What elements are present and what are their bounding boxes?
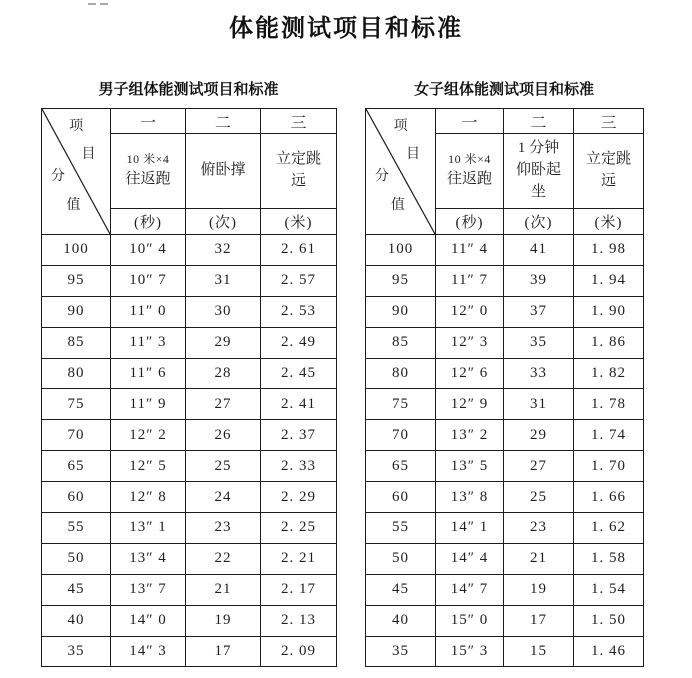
cell-score: 50 — [42, 543, 111, 574]
cell-jump: 1. 98 — [574, 235, 644, 266]
cell-score: 55 — [42, 513, 111, 544]
cell-count: 28 — [186, 358, 261, 389]
cell-jump: 1. 50 — [574, 605, 644, 636]
cell-count: 19 — [504, 574, 574, 605]
cell-count: 23 — [186, 513, 261, 544]
cell-jump: 2. 41 — [261, 389, 337, 420]
corner-header-cell — [42, 109, 111, 235]
cell-count: 31 — [504, 389, 574, 420]
corner-label-items: 目 — [406, 146, 421, 162]
cell-run: 11″ 0 — [111, 296, 186, 327]
score-row — [366, 358, 644, 389]
cell-jump: 2. 49 — [261, 327, 337, 358]
cell-score: 90 — [366, 296, 436, 327]
test-name-cell — [111, 134, 186, 209]
score-row — [366, 265, 644, 296]
men-table-title: 男子组体能测试项目和标准 — [98, 81, 279, 98]
cell-jump: 2. 37 — [261, 420, 337, 451]
cell-score: 95 — [366, 265, 436, 296]
score-row — [42, 389, 337, 420]
unit-cell: (米) — [574, 209, 644, 235]
cell-count: 21 — [504, 543, 574, 574]
cell-score: 60 — [366, 482, 436, 513]
cell-count: 22 — [186, 543, 261, 574]
corner-label-items: 项 — [393, 119, 408, 135]
cell-count: 25 — [186, 451, 261, 482]
cell-count: 29 — [186, 327, 261, 358]
cell-run: 13″ 1 — [111, 513, 186, 544]
cell-jump: 2. 17 — [261, 574, 337, 605]
cell-score: 35 — [42, 636, 111, 667]
score-row — [42, 235, 337, 266]
cell-score: 95 — [42, 265, 111, 296]
cell-run: 12″ 5 — [111, 451, 186, 482]
cell-jump: 2. 53 — [261, 296, 337, 327]
cell-count: 23 — [504, 513, 574, 544]
cell-score: 90 — [42, 296, 111, 327]
score-row — [42, 358, 337, 389]
corner-label-score: 值 — [390, 198, 405, 213]
cell-run: 14″ 7 — [436, 574, 504, 605]
cell-jump: 1. 90 — [574, 296, 644, 327]
women-table-title: 女子组体能测试项目和标准 — [413, 81, 594, 98]
column-number: 二 — [186, 109, 261, 134]
women-table-section — [365, 78, 643, 667]
score-row — [42, 482, 337, 513]
test-name-line: 10 米×4 — [448, 152, 491, 167]
unit-cell: (次) — [186, 209, 261, 235]
unit-cell: (秒) — [436, 209, 504, 235]
score-row — [42, 265, 337, 296]
cell-jump: 2. 61 — [261, 235, 337, 266]
unit-cell: (次) — [504, 209, 574, 235]
cell-count: 17 — [186, 636, 261, 667]
score-row — [42, 451, 337, 482]
corner-label-score: 分 — [374, 169, 389, 185]
cell-run: 11″ 3 — [111, 327, 186, 358]
column-number: 一 — [111, 109, 186, 134]
unit-cell: (米) — [261, 209, 337, 235]
test-name-line: 立定跳 — [275, 151, 321, 168]
cell-run: 14″ 3 — [111, 636, 186, 667]
column-number: 三 — [261, 109, 337, 134]
cell-count: 17 — [504, 605, 574, 636]
cell-run: 15″ 3 — [436, 636, 504, 667]
cell-run: 13″ 4 — [111, 543, 186, 574]
cell-score: 65 — [366, 451, 436, 482]
score-row — [42, 543, 337, 574]
cell-run: 12″ 6 — [436, 358, 504, 389]
test-name-cell — [186, 134, 261, 209]
test-name-line: 10 米×4 — [126, 152, 170, 167]
cell-run: 11″ 9 — [111, 389, 186, 420]
test-name-line: 1 分钟 — [517, 140, 560, 157]
score-row — [366, 605, 644, 636]
men-table-section — [41, 78, 336, 667]
cell-jump: 2. 21 — [261, 543, 337, 574]
cell-count: 26 — [186, 420, 261, 451]
cell-count: 32 — [186, 235, 261, 266]
cell-jump: 1. 46 — [574, 636, 644, 667]
cell-run: 12″ 9 — [436, 389, 504, 420]
corner-label-items: 项 — [69, 119, 84, 135]
cell-score: 70 — [366, 420, 436, 451]
cell-score: 55 — [366, 513, 436, 544]
score-row — [366, 389, 644, 420]
cell-jump: 1. 86 — [574, 327, 644, 358]
cell-score: 70 — [42, 420, 111, 451]
score-row — [366, 482, 644, 513]
cell-score: 100 — [366, 235, 436, 266]
cell-run: 13″ 2 — [436, 420, 504, 451]
test-name-line: 仰卧起 — [515, 162, 561, 179]
cell-run: 11″ 4 — [436, 235, 504, 266]
cell-count: 21 — [186, 574, 261, 605]
column-number: 一 — [436, 109, 504, 134]
cell-score: 65 — [42, 451, 111, 482]
score-row — [366, 574, 644, 605]
cell-count: 15 — [504, 636, 574, 667]
cell-run: 13″ 8 — [436, 482, 504, 513]
cropped-text-artifact — [88, 0, 134, 5]
cell-score: 75 — [42, 389, 111, 420]
cell-jump: 2. 25 — [261, 513, 337, 544]
cell-jump: 1. 78 — [574, 389, 644, 420]
cell-jump: 1. 62 — [574, 513, 644, 544]
test-name-cell — [574, 134, 644, 209]
cell-score: 100 — [42, 235, 111, 266]
score-row — [366, 451, 644, 482]
cell-count: 41 — [504, 235, 574, 266]
cell-run: 15″ 0 — [436, 605, 504, 636]
cell-score: 50 — [366, 543, 436, 574]
cell-run: 11″ 6 — [111, 358, 186, 389]
score-row — [42, 513, 337, 544]
score-row — [42, 574, 337, 605]
corner-label-score: 分 — [50, 169, 65, 185]
cell-jump: 1. 70 — [574, 451, 644, 482]
score-row — [366, 513, 644, 544]
test-name-cell — [436, 134, 504, 209]
cell-run: 12″ 3 — [436, 327, 504, 358]
page-title: 体能测试项目和标准 — [229, 15, 463, 42]
cell-score: 60 — [42, 482, 111, 513]
cell-score: 85 — [366, 327, 436, 358]
cell-run: 10″ 7 — [111, 265, 186, 296]
cell-run: 12″ 8 — [111, 482, 186, 513]
cell-count: 25 — [504, 482, 574, 513]
cell-count: 37 — [504, 296, 574, 327]
cell-jump: 2. 45 — [261, 358, 337, 389]
test-name-line: 立定跳 — [585, 151, 631, 168]
score-row — [42, 636, 337, 667]
cell-count: 19 — [186, 605, 261, 636]
test-name-line: 往返跑 — [125, 170, 171, 187]
cell-run: 14″ 4 — [436, 543, 504, 574]
column-number-row — [42, 109, 337, 134]
score-row — [366, 543, 644, 574]
cell-score: 80 — [42, 358, 111, 389]
cell-count: 24 — [186, 482, 261, 513]
cell-score: 80 — [366, 358, 436, 389]
cell-jump: 1. 82 — [574, 358, 644, 389]
corner-header-cell — [366, 109, 436, 235]
test-name-line: 往返跑 — [446, 170, 492, 187]
cell-run: 12″ 2 — [111, 420, 186, 451]
column-number: 二 — [504, 109, 574, 134]
women-standards-table — [365, 108, 644, 667]
test-name-line: 远 — [600, 173, 616, 189]
test-name-line: 俯卧撑 — [200, 162, 246, 179]
test-name-line: 远 — [290, 173, 306, 189]
cell-count: 27 — [186, 389, 261, 420]
cell-jump: 2. 33 — [261, 451, 337, 482]
score-row — [366, 636, 644, 667]
cell-count: 31 — [186, 265, 261, 296]
cell-jump: 2. 57 — [261, 265, 337, 296]
corner-label-items: 目 — [81, 146, 96, 162]
cell-count: 30 — [186, 296, 261, 327]
column-number-row — [366, 109, 644, 134]
column-number: 三 — [574, 109, 644, 134]
cell-jump: 2. 09 — [261, 636, 337, 667]
cell-jump: 1. 94 — [574, 265, 644, 296]
cell-run: 12″ 0 — [436, 296, 504, 327]
cell-run: 11″ 7 — [436, 265, 504, 296]
cell-score: 45 — [42, 574, 111, 605]
cell-score: 75 — [366, 389, 436, 420]
cell-count: 35 — [504, 327, 574, 358]
cell-jump: 1. 74 — [574, 420, 644, 451]
cell-jump: 1. 54 — [574, 574, 644, 605]
score-row — [42, 420, 337, 451]
men-standards-table — [41, 108, 337, 667]
cell-run: 10″ 4 — [111, 235, 186, 266]
cell-count: 33 — [504, 358, 574, 389]
unit-cell: (秒) — [111, 209, 186, 235]
cell-score: 85 — [42, 327, 111, 358]
cell-run: 14″ 0 — [111, 605, 186, 636]
cell-count: 29 — [504, 420, 574, 451]
score-row — [366, 235, 644, 266]
cell-count: 27 — [504, 451, 574, 482]
cell-score: 40 — [366, 605, 436, 636]
test-name-cell — [261, 134, 337, 209]
cell-run: 13″ 7 — [111, 574, 186, 605]
cell-jump: 2. 29 — [261, 482, 337, 513]
cell-score: 45 — [366, 574, 436, 605]
score-row — [366, 296, 644, 327]
test-name-cell — [504, 134, 574, 209]
score-row — [42, 296, 337, 327]
cell-count: 39 — [504, 265, 574, 296]
cell-jump: 2. 13 — [261, 605, 337, 636]
cell-jump: 1. 66 — [574, 482, 644, 513]
cell-score: 35 — [366, 636, 436, 667]
score-row — [42, 605, 337, 636]
cell-run: 14″ 1 — [436, 513, 504, 544]
score-row — [366, 420, 644, 451]
score-row — [366, 327, 644, 358]
corner-label-score: 值 — [66, 198, 81, 213]
cell-jump: 1. 58 — [574, 543, 644, 574]
test-name-line: 坐 — [530, 183, 546, 200]
cell-run: 13″ 5 — [436, 451, 504, 482]
cell-score: 40 — [42, 605, 111, 636]
score-row — [42, 327, 337, 358]
